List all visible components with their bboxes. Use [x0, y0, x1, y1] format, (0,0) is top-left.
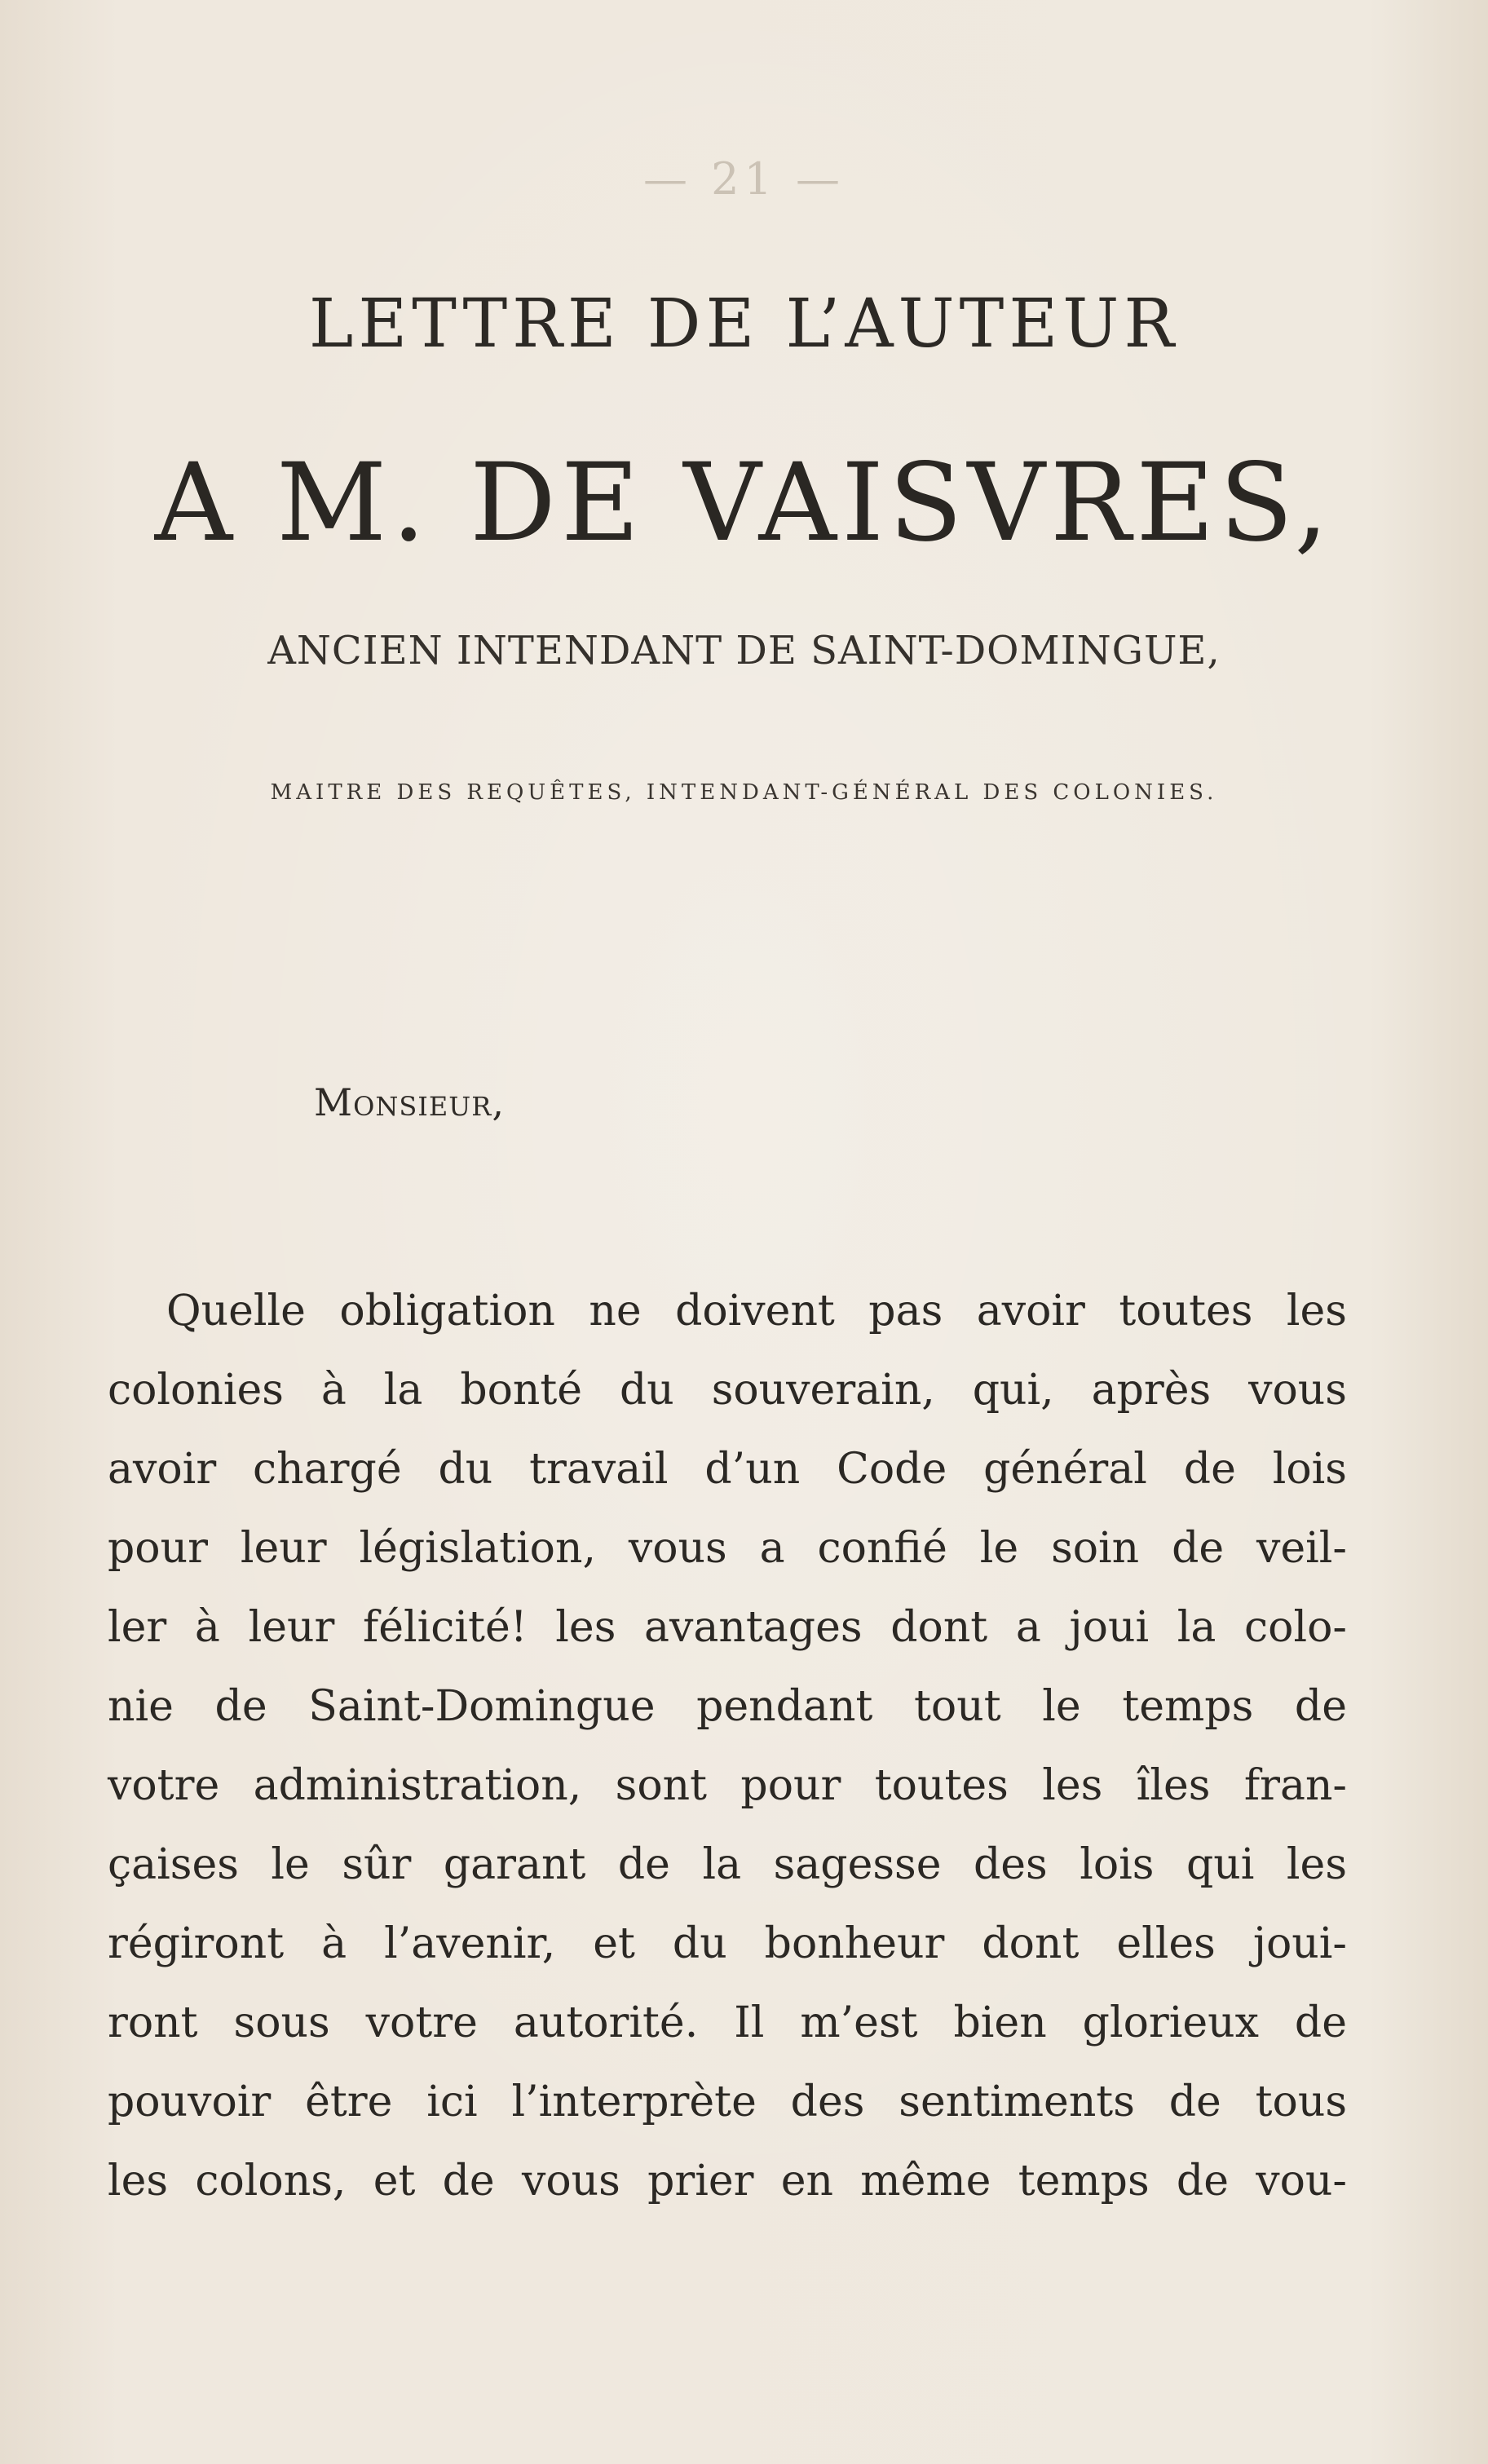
- body-line: ler à leur félicité! les avantages dont a joui la colo-: [108, 1603, 1347, 1652]
- letter-title: LETTRE DE L’AUTEUR: [308, 285, 1180, 363]
- letter-body: [108, 1272, 1347, 2221]
- body-line: pouvoir être ici l’interprète des sentiments de tous: [108, 2078, 1347, 2126]
- body-line: nie de Saint-Domingue pendant tout le temps de: [108, 1682, 1347, 1731]
- page-number: — 21 —: [642, 153, 846, 205]
- recipient-role-2: MAITRE DES REQUÊTES, INTENDANT-GÉNÉRAL DES COLONIES.: [270, 780, 1218, 805]
- body-line: régiront à l’avenir, et du bonheur dont elles joui-: [108, 1919, 1347, 1968]
- body-line: Quelle obligation ne doivent pas avoir toutes les: [166, 1287, 1347, 1336]
- recipient-title: A M. DE VAISVRES,: [154, 440, 1334, 566]
- body-line: çaises le sûr garant de la sagesse des lois qui les: [108, 1840, 1347, 1889]
- body-line: colonies à la bonté du souverain, qui, après vous: [108, 1366, 1347, 1415]
- recipient-role-1: ANCIEN INTENDANT DE SAINT-DOMINGUE,: [267, 628, 1221, 673]
- salutation: Monsieur,: [314, 1080, 505, 1124]
- body-line: pour leur législation, vous a confié le soin de veil-: [108, 1524, 1347, 1573]
- body-line: les colons, et de vous prier en même temps de vou-: [108, 2157, 1347, 2206]
- body-line: avoir chargé du travail d’un Code général de lois: [108, 1445, 1347, 1494]
- body-line: votre administration, sont pour toutes les îles fran-: [108, 1761, 1347, 1810]
- body-line: ront sous votre autorité. Il m’est bien glorieux de: [108, 1998, 1347, 2047]
